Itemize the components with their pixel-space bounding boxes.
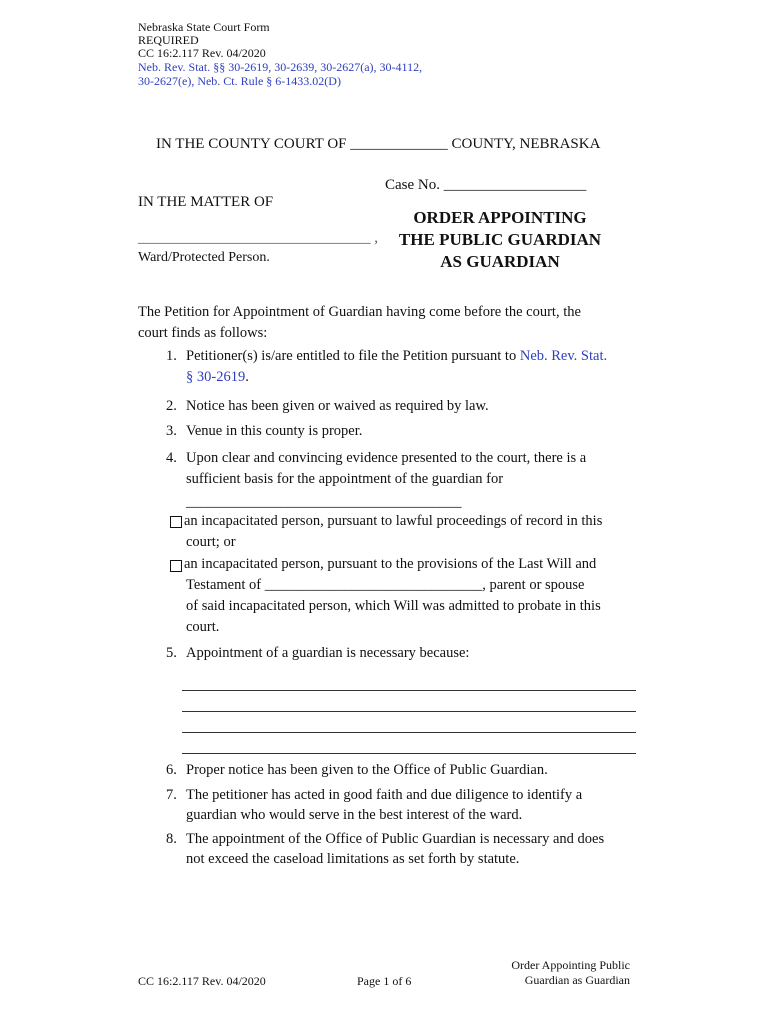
finding-number: 1. — [166, 348, 177, 364]
form-source: Nebraska State Court Form — [138, 20, 270, 34]
finding-number: 8. — [166, 831, 177, 847]
document-title-line-3: AS GUARDIAN — [440, 252, 560, 271]
finding-5: Appointment of a guardian is necessary because: — [186, 645, 470, 661]
option-b-line-1: an incapacitated person, pursuant to the provisions of the Last Will and — [184, 556, 597, 572]
finding-number: 5. — [166, 645, 177, 661]
footer-form-id: CC 16:2.117 Rev. 04/2020 — [138, 974, 266, 988]
finding-number: 2. — [166, 398, 177, 414]
reason-line-3[interactable] — [182, 732, 636, 733]
finding-number: 6. — [166, 762, 177, 778]
page-number: Page 1 of 6 — [357, 974, 412, 988]
finding-3: Venue in this county is proper. — [186, 423, 363, 439]
lawful-proceedings-checkbox[interactable] — [170, 516, 182, 528]
intro-line-1: The Petition for Appointment of Guardian having come before the court, the — [138, 304, 581, 320]
court-line: IN THE COUNTY COURT OF _____________ COUNTY, NEBRASKA — [156, 136, 601, 152]
in-the-matter-of: IN THE MATTER OF — [138, 194, 274, 210]
finding-number: 4. — [166, 450, 177, 466]
finding-1-line-2 — [186, 367, 249, 388]
statute-reference-line-2[interactable]: 30-2627(e), Neb. Ct. Rule § 6-1433.02(D) — [138, 74, 341, 88]
finding-8-line-1: The appointment of the Office of Public Guardian is necessary and does — [186, 831, 605, 847]
finding-number: 7. — [166, 787, 177, 803]
case-number-field[interactable]: Case No. ___________________ — [385, 177, 587, 193]
finding-7-line-2: guardian who would serve in the best interest of the ward. — [186, 807, 523, 823]
finding-6: Proper notice has been given to the Office of Public Guardian. — [186, 762, 548, 778]
reason-line-4[interactable] — [182, 753, 636, 754]
ward-name-field[interactable]: _______________________________ , — [138, 230, 378, 246]
finding-1-text: Petitioner(s) is/are entitled to file the Petition pursuant to — [186, 348, 520, 364]
finding-1-line-1 — [186, 346, 607, 367]
document-title-line-1: ORDER APPOINTING — [413, 208, 587, 227]
option-b-line-4: court. — [186, 619, 220, 635]
footer-title-line-1: Order Appointing Public — [511, 958, 630, 972]
form-required: REQUIRED — [138, 33, 199, 47]
reason-line-2[interactable] — [182, 711, 636, 712]
statute-section-link[interactable]: § 30-2619 — [186, 369, 246, 385]
form-number: CC 16:2.117 Rev. 04/2020 — [138, 46, 266, 60]
option-b-line-2[interactable]: Testament of ______________________________, parent or spouse — [186, 577, 585, 593]
guardian-for-blank[interactable]: ______________________________________ — [186, 494, 462, 510]
option-b-line-3: of said incapacitated person, which Will was admitted to probate in this — [186, 598, 601, 614]
finding-1-end: . — [245, 369, 249, 385]
reason-line-1[interactable] — [182, 690, 636, 691]
finding-number: 3. — [166, 423, 177, 439]
option-a-line-2: court; or — [186, 534, 236, 550]
intro-line-2: court finds as follows: — [138, 325, 268, 341]
finding-2: Notice has been given or waived as required by law. — [186, 398, 489, 414]
finding-8-line-2: not exceed the caseload limitations as set forth by statute. — [186, 851, 520, 867]
statute-link[interactable]: Neb. Rev. Stat. — [519, 348, 608, 364]
last-will-checkbox[interactable] — [170, 560, 182, 572]
document-title-line-2: THE PUBLIC GUARDIAN — [398, 230, 602, 249]
finding-4-line-1: Upon clear and convincing evidence presented to the court, there is a — [186, 450, 587, 466]
option-a-line-1: an incapacitated person, pursuant to lawful proceedings of record in this — [184, 513, 603, 529]
ward-label: Ward/Protected Person. — [138, 250, 270, 265]
statute-reference-line-1[interactable]: Neb. Rev. Stat. §§ 30-2619, 30-2639, 30-2627(a), 30-4112, — [138, 60, 423, 74]
finding-4-line-2: sufficient basis for the appointment of the guardian for — [186, 471, 504, 487]
footer-title-line-2: Guardian as Guardian — [524, 973, 630, 987]
finding-7-line-1: The petitioner has acted in good faith and due diligence to identify a — [186, 787, 583, 803]
